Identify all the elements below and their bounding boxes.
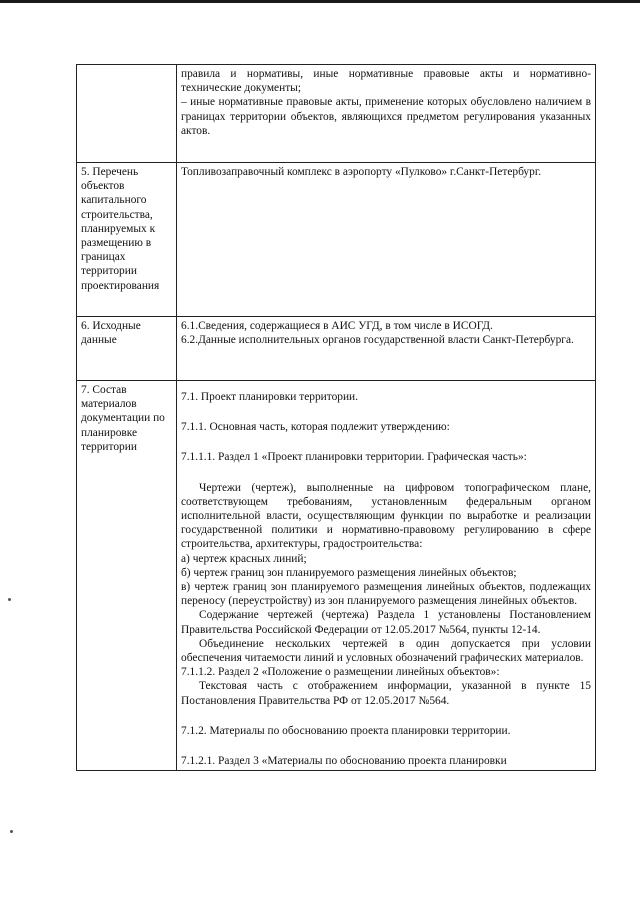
row-label-text: 6. Исходные данные bbox=[81, 320, 141, 347]
row-content-cell bbox=[177, 163, 596, 317]
paragraph: Чертежи (чертеж), выполненные на цифровом топографическом плане, соответствующем требованиям, установленным федеральным органом исполнительной власти, осуществляющим функции по выработке и реализации государственной политики и нормативно-правовому регулированию в сфере строительства, архитектуры, градостроительства: bbox=[181, 481, 591, 551]
list-item: а) чертеж красных линий; bbox=[181, 552, 307, 565]
page-top-edge bbox=[0, 0, 640, 3]
row-label-cell bbox=[77, 317, 177, 381]
paragraph: Топливозаправочный комплекс в аэропорту «Пулково» г.Санкт-Петербург. bbox=[181, 166, 542, 178]
paragraph: Содержание чертежей (чертежа) Раздела 1 установлены Постановлением Правительства Российской Федерации от 12.05.2017 №564, пункты 12-14. bbox=[181, 609, 591, 636]
section-heading: 7.1. Проект планировки территории. bbox=[181, 391, 359, 403]
document-table bbox=[76, 64, 596, 771]
section-heading: 7.1.2.1. Раздел 3 «Материалы по обоснованию проекта планировки bbox=[181, 755, 507, 768]
paragraph: Объединение нескольких чертежей в один допускается при условии обеспечения читаемости линий и условных обозначений графических материалов. bbox=[181, 637, 591, 665]
section-heading: 7.1.1. Основная часть, которая подлежит утверждению: bbox=[181, 421, 450, 434]
paragraph: 6.1.Сведения, содержащиеся в АИС УГД, в том числе в ИСОГД. bbox=[181, 320, 493, 332]
paragraph: Текстовая часть с отображением информации, указанной в пункте 15 Постановления Правительства РФ от 12.05.2017 №564. bbox=[181, 680, 591, 707]
paragraph: 6.2.Данные исполнительных органов государственной власти Санкт-Петербурга. bbox=[181, 334, 574, 347]
row-content-cell bbox=[177, 381, 596, 771]
table-row-6 bbox=[77, 317, 596, 381]
paragraph: правила и нормативы, иные нормативные правовые акты и нормативно-технические документы; bbox=[181, 68, 591, 95]
paragraph: – иные нормативные правовые акты, применение которых обусловлено наличием в границах территории объектов, являющихся предметом регулирования указанных актов. bbox=[181, 96, 591, 137]
table-row-5 bbox=[77, 163, 596, 317]
row-label-cell bbox=[77, 163, 177, 317]
section-heading: 7.1.1.2. Раздел 2 «Положение о размещении линейных объектов»: bbox=[181, 666, 500, 679]
scan-speck bbox=[10, 830, 13, 833]
list-item: в) чертеж границ зон планируемого размещения линейных объектов, подлежащих переносу (переустройству) из зон планируемого размещения линейных объектов. bbox=[181, 581, 591, 608]
row-content-cell bbox=[177, 65, 596, 163]
list-item: б) чертеж границ зон планируемого размещения линейных объектов; bbox=[181, 566, 517, 579]
row-label-text: 7. Состав материалов документации по планировке территории bbox=[81, 384, 165, 453]
row-label-text: 5. Перечень объектов капитального строительства, планируемых к размещению в границах территории проектирования bbox=[81, 166, 160, 292]
section-heading: 7.1.2. Материалы по обоснованию проекта планировки территории. bbox=[181, 724, 511, 737]
row-content-cell bbox=[177, 317, 596, 381]
table-row-continuation bbox=[77, 65, 596, 163]
row-label-cell bbox=[77, 65, 177, 163]
scan-speck bbox=[8, 598, 11, 601]
section-heading: 7.1.1.1. Раздел 1 «Проект планировки территории. Графическая часть»: bbox=[181, 451, 527, 464]
table-row-7 bbox=[77, 381, 596, 771]
row-label-cell bbox=[77, 381, 177, 771]
